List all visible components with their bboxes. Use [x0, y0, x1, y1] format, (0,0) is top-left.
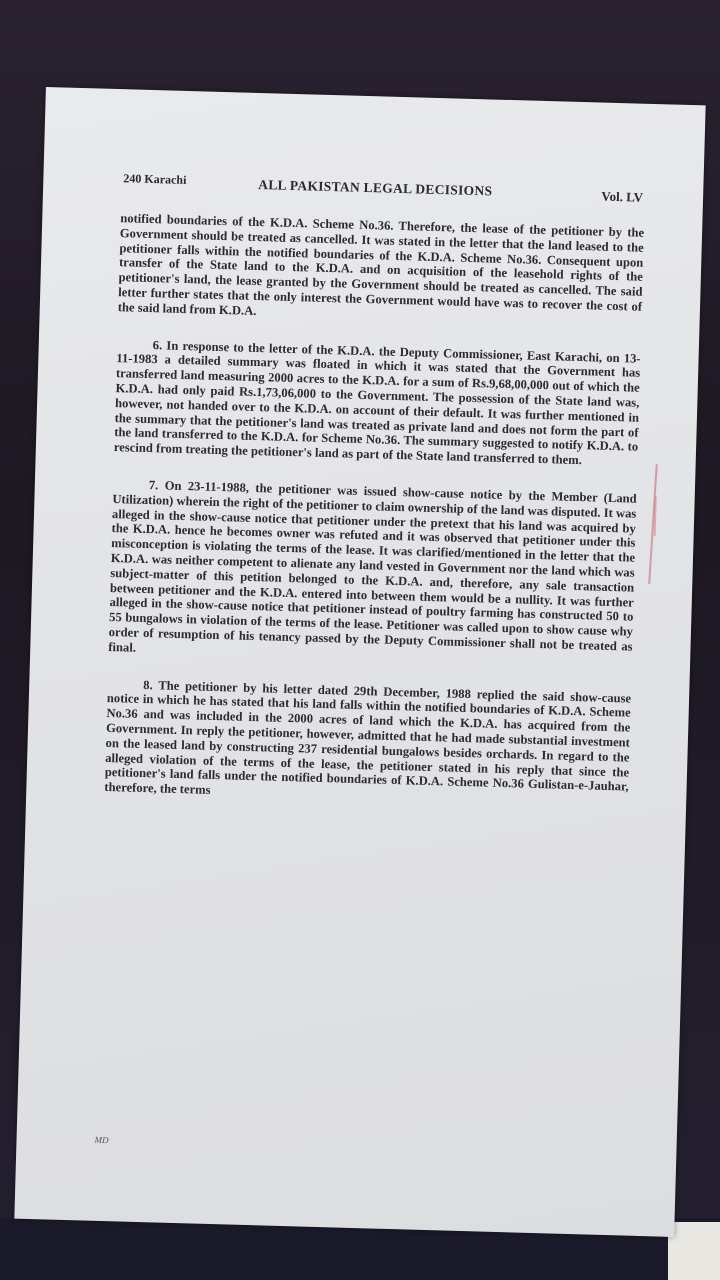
paragraph-number: 8.	[143, 677, 153, 692]
paragraph-text: In response to the letter of the K.D.A. the Deputy Commissioner, East Karachi, on 13-11-1983 a detailed summary was floated in which it was stated that the Government has transferred land measuring 2000 acres to the K.D.A. for a sum of Rs.9,68,00,000 out of which the K.D.A. had only paid Rs.1,73,06,000 to the Government. The possession of the State land was, however, not handed over to the K.D.A. on account of their default. It was further mentioned in the summary that the petitioner's land was treated as private land and does not form the part of the land transferred to the K.D.A. for Scheme No.36. The summary suggested to notify K.D.A. to rescind from treating the petitioner's land as part of the State land transferred to them.	[113, 338, 641, 468]
document-page	[14, 87, 705, 1237]
red-pen-mark	[654, 496, 657, 536]
paragraph-number: 7.	[148, 477, 159, 493]
paragraph-continued	[118, 211, 645, 329]
paragraph-text: On 23-11-1988, the petitioner was issued show-cause notice by the Member (Land Utilization) wherein the right of the petitioner to claim ownership of the land was disputed. It was alleged in the show-cause notice that petitioner under the pretext that his land was acquired by the K.D.A. hence he becomes owner was refuted and it was observed that petitioner under this misconception is violating the terms of the lease. It was clarified/mentioned in the letter that the K.D.A. was neither competent to alienate any land vested in Government nor the land which was subject-matter of this petition belonged to the K.D.A. and, therefore, any sale transaction between petitioner and the K.D.A. entered into between them would be a nullity. It was further alleged in the show-cause notice that petitioner instead of poultry farming has constructed 50 to 55 bungalows in violation of the terms of the lease. Petitioner was called upon to show cause why order of resumption of his tenancy passed by the Deputy Commissioner shall not be treated as final.	[108, 478, 637, 655]
paragraph-7	[108, 477, 637, 669]
corner-paper	[668, 1222, 720, 1280]
paragraph-number: 6.	[152, 337, 163, 352]
paragraph-text: notified boundaries of the K.D.A. Scheme No.36. Therefore, the lease of the petitioner by the Government should be treated as cancelled. It was stated in the letter that the land leased to the petitioner falls within the notified boundaries of the K.D.A. Scheme No.36. Consequent upon transfer of the State land to the K.D.A. and on acquisition of the leasehold rights of the petitioner's land, the lease granted by the Government should be treated as cancelled. The said letter further states that the only interest the Government would have was to recover the cost of the said land from K.D.A.	[117, 211, 645, 318]
page-body	[104, 211, 645, 831]
paragraph-8	[104, 676, 631, 809]
footer-initials: MD	[94, 1134, 109, 1146]
volume-label: Vol. LV	[601, 188, 644, 205]
paragraph-text: The petitioner by his letter dated 29th December, 1988 replied the said show-cause notice in which he has stated that his land falls within the notified boundaries of K.D.A. Scheme No.36 and was included in the 2000 acres of land which the K.D.A. has acquired from the Government. In reply the petitioner, however, admitted that he had made substantial investment on the leased land by constructing 237 residential bungalows besides orchards. In regard to the alleged violation of the terms of the lease, the petitioner stated in his reply that since the petitioner's land falls under the notified boundaries of K.D.A. Scheme No.36 Gulistan-e-Jauhar, therefore, the terms	[104, 677, 632, 797]
journal-title: ALL PAKISTAN LEGAL DECISIONS	[258, 176, 493, 199]
paragraph-6	[114, 337, 641, 470]
page-header	[123, 171, 643, 208]
page-number: 240 Karachi	[123, 171, 187, 187]
